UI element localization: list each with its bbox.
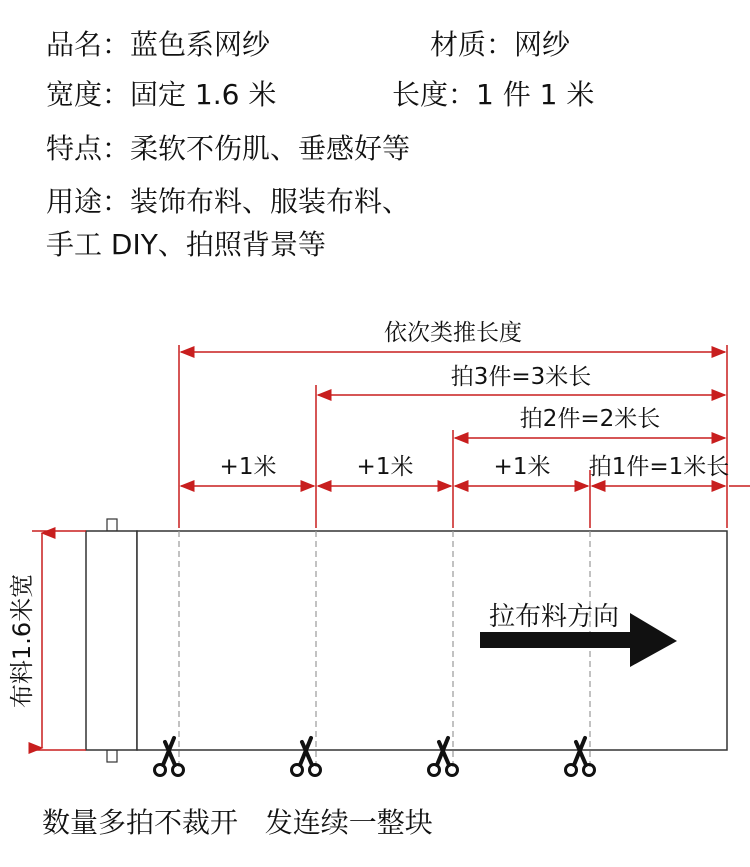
label-1-meter: 拍1件=1米长 (588, 454, 730, 480)
label-stepwise-length: 依次类推长度 (384, 320, 522, 346)
product-feature: 特点：柔软不伤肌、垂感好等 (46, 132, 411, 165)
product-material: 材质：网纱 (430, 28, 571, 61)
footer-note: 数量多拍不裁开 发连续一整块 (42, 806, 433, 839)
width-dimension (32, 531, 86, 750)
product-usage-line1: 用途：装饰布料、服装布料、 (46, 185, 411, 218)
label-3-meters: 拍3件=3米长 (450, 364, 592, 390)
label-pull-direction: 拉布料方向 (488, 602, 620, 632)
label-fabric-width: 布料1.6米宽 (8, 573, 36, 709)
label-plus-1m-b: +1米 (356, 454, 414, 480)
label-2-meters: 拍2件=2米长 (519, 406, 661, 432)
product-length: 长度：1 件 1 米 (392, 78, 595, 111)
product-name: 品名：蓝色系网纱 (46, 28, 271, 61)
product-width: 宽度：固定 1.6 米 (46, 78, 277, 111)
product-usage-line2: 手工 DIY、拍照背景等 (46, 228, 326, 261)
label-plus-1m-a: +1米 (219, 454, 277, 480)
fabric-roll (86, 519, 137, 762)
label-plus-1m-c: +1米 (493, 454, 551, 480)
